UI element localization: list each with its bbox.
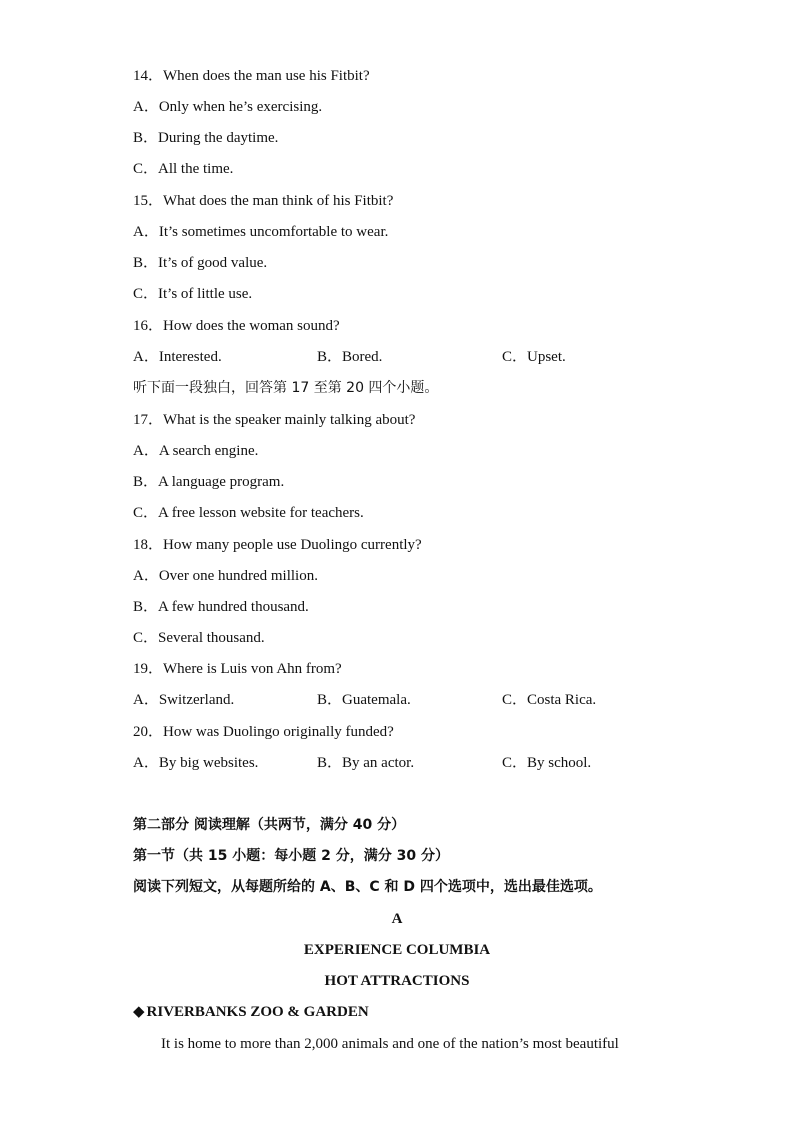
question-20-option-c: C．By school. (502, 755, 592, 771)
question-17-option-c: C．A free lesson website for teachers. (133, 505, 364, 521)
question-16-options (133, 348, 693, 366)
question-16-option-b: B．Bored. (317, 349, 383, 365)
question-15-option-a: A．It’s sometimes uncomfortable to wear. (133, 224, 389, 240)
question-15-option-c: C．It’s of little use. (133, 286, 253, 302)
question-19-option-c: C．Costa Rica. (502, 692, 597, 708)
question-14-option-b: B．During the daytime. (133, 130, 279, 146)
question-20-options (133, 754, 693, 772)
question-16-option-a: A．Interested. (133, 349, 222, 365)
passage-letter: A (391, 911, 403, 927)
reading-instruction: 阅读下列短文，从每题所给的 A、B、C 和 D 四个选项中，选出最佳选项。 (133, 879, 602, 895)
monologue-instruction: 听下面一段独白，回答第 17 至第 20 四个小题。 (133, 380, 439, 396)
question-16-stem: 16．How does the woman sound? (133, 318, 340, 334)
question-14-option-c: C．All the time. (133, 161, 234, 177)
attraction-heading: RIVERBANKS ZOO & GARDEN (146, 1004, 369, 1020)
passage-paragraph: It is home to more than 2,000 animals and one of the nation’s most beautiful (161, 1036, 619, 1052)
attraction-heading-line (133, 1003, 369, 1021)
question-15-stem: 15．What does the man think of his Fitbit? (133, 193, 394, 209)
question-16-option-c: C．Upset. (502, 349, 566, 365)
question-20-option-b: B．By an actor. (317, 755, 415, 771)
question-18-stem: 18．How many people use Duolingo currently? (133, 537, 422, 553)
question-19-options (133, 691, 693, 709)
part-two-title: 第二部分 阅读理解（共两节，满分 40 分） (133, 817, 406, 833)
question-20-option-a: A．By big websites. (133, 755, 259, 771)
question-19-option-a: A．Switzerland. (133, 692, 235, 708)
question-20-stem: 20．How was Duolingo originally funded? (133, 724, 394, 740)
question-17-option-a: A．A search engine. (133, 443, 259, 459)
question-18-option-b: B．A few hundred thousand. (133, 599, 309, 615)
passage-title: EXPERIENCE COLUMBIA (303, 942, 491, 958)
question-15-option-b: B．It’s of good value. (133, 255, 268, 271)
question-18-option-a: A．Over one hundred million. (133, 568, 318, 584)
question-19-stem: 19．Where is Luis von Ahn from? (133, 661, 342, 677)
question-18-option-c: C．Several thousand. (133, 630, 265, 646)
question-14-stem: 14．When does the man use his Fitbit? (133, 68, 370, 84)
passage-subtitle: HOT ATTRACTIONS (324, 973, 470, 989)
question-17-option-b: B．A language program. (133, 474, 285, 490)
section-one-title: 第一节（共 15 小题：每小题 2 分，满分 30 分） (133, 848, 449, 864)
question-17-stem: 17．What is the speaker mainly talking about? (133, 412, 416, 428)
question-14-option-a: A．Only when he’s exercising. (133, 99, 323, 115)
question-19-option-b: B．Guatemala. (317, 692, 411, 708)
diamond-bullet-icon: ◆ (133, 1004, 145, 1020)
